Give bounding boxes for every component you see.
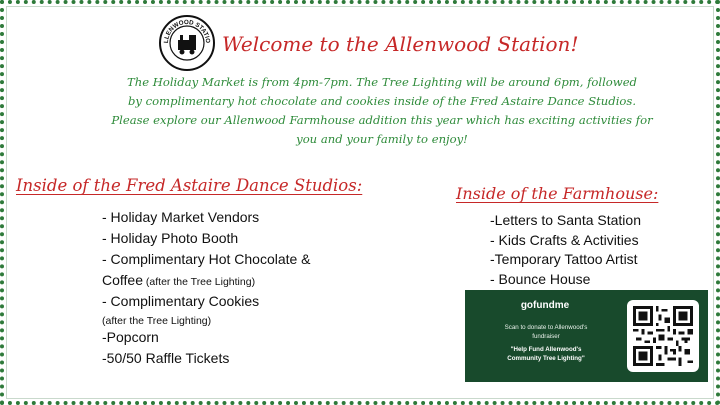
list-item: (after the Tree Lighting)	[102, 315, 212, 327]
gofundme-card[interactable]	[465, 290, 708, 382]
list-item: Coffee (after the Tree Lighting)	[102, 272, 256, 288]
qr-code-icon[interactable]	[627, 300, 699, 372]
dance-studios-heading: Inside of the Fred Astaire Dance Studios:	[16, 176, 363, 195]
list-item: - Bounce House	[490, 270, 591, 287]
list-item: - Complimentary Cookies	[102, 293, 260, 309]
allenwood-station-logo	[158, 14, 216, 72]
list-item: - Holiday Market Vendors	[102, 209, 260, 225]
list-item: - Kids Crafts & Activities	[490, 231, 639, 248]
list-item: -Popcorn	[102, 329, 159, 345]
intro-line: Please explore our Allenwood Farmhouse addition this year which has exciting activities for	[111, 113, 653, 127]
svg-text:ALLENWOOD STATION: LLENWOOD STATIO	[162, 18, 212, 44]
dance-studios-activity-list	[102, 208, 362, 370]
list-item: -Temporary Tattoo Artist	[490, 251, 638, 267]
farmhouse-heading: Inside of the Farmhouse:	[456, 184, 659, 203]
list-item: -Letters to Santa Station	[490, 212, 641, 228]
intro-line: you and your family to enjoy!	[296, 132, 468, 146]
list-item: - Complimentary Hot Chocolate &	[102, 251, 311, 267]
gofundme-description: Scan to donate to Allenwood's fundraiser "Help Fund Allenwood's Community Tree Lighting"	[504, 324, 588, 362]
intro-paragraph	[108, 73, 656, 149]
list-item: - Holiday Photo Booth	[102, 230, 239, 246]
intro-line: The Holiday Market is from 4pm-7pm. The Tree Lighting will be around 6pm, followed	[127, 75, 637, 89]
list-item: -50/50 Raffle Tickets	[102, 350, 230, 366]
welcome-title: Welcome to the Allenwood Station!	[222, 32, 579, 56]
farmhouse-activity-list	[490, 211, 710, 289]
intro-line: by complimentary hot chocolate and cookies inside of the Fred Astaire Dance Studios.	[127, 94, 637, 108]
gofundme-logo: gofundme	[520, 300, 570, 311]
